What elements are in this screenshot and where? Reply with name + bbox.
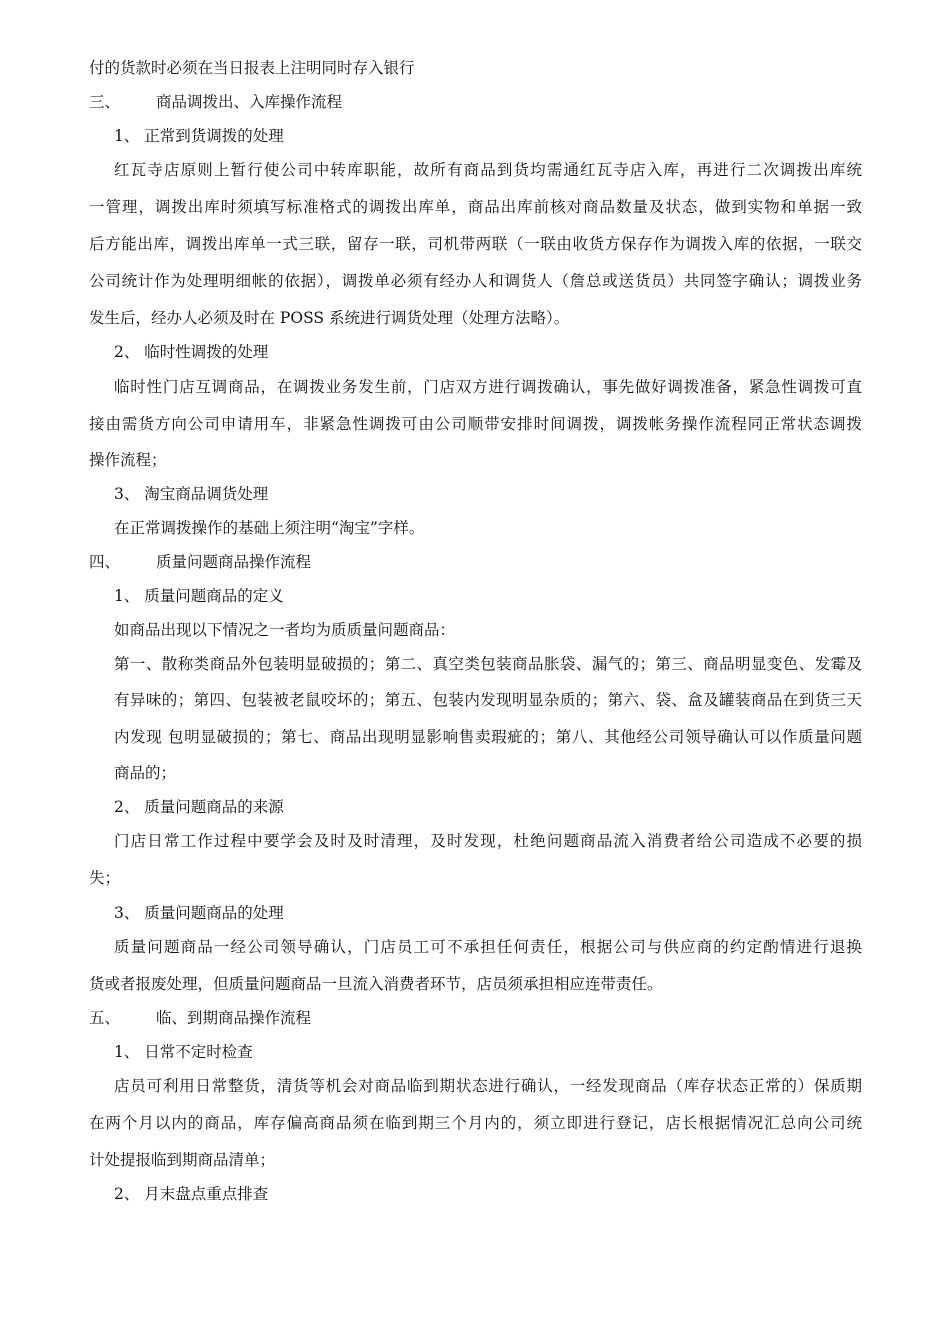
- paragraph-line: 操作流程；: [89, 451, 167, 469]
- paragraph-line: 货或者报废处理，但质量问题商品一旦流入消费者环节，店员须承担相应连带责任。: [89, 975, 663, 993]
- paragraph-line: 后方能出库，调拨出库单一式三联，留存一联，司机带两联（一联由收货方保存作为调拨入库的依据，一联交: [89, 235, 862, 253]
- paragraph-line: 失；: [89, 869, 121, 887]
- section-five-number: 五、: [89, 1009, 121, 1027]
- paragraph-line: 公司统计作为处理明细帐的依据），调拨单必须有经办人和调货人（詹总或送货员）共同签字确认；调拨业务: [89, 272, 862, 290]
- subsection-heading: 3、 质量问题商品的处理: [114, 904, 284, 922]
- subsection-heading: 1、 质量问题商品的定义: [114, 587, 284, 605]
- subsection-heading: 2、 临时性调拨的处理: [114, 343, 269, 361]
- section-four-title: 质量问题商品操作流程: [156, 553, 312, 571]
- paragraph-line: 临时性门店互调商品，在调拨业务发生前，门店双方进行调拨确认，事先做好调拨准备，紧急性调拨可直: [114, 378, 862, 396]
- list-line: 商品的；: [114, 764, 177, 782]
- subsection-heading: 2、 月末盘点重点排查: [114, 1185, 269, 1203]
- subsection-heading: 1、 日常不定时检查: [114, 1043, 253, 1061]
- paragraph-line: 红瓦寺店原则上暂行使公司中转库职能，故所有商品到货均需通红瓦寺店入库，再进行二次调拨出库统: [114, 161, 862, 179]
- list-line: 第一、散称类商品外包装明显破损的；第二、真空类包装商品胀袋、漏气的；第三、商品明显变色、发霉及: [114, 655, 862, 673]
- paragraph-line: 一管理，调拨出库时须填写标准格式的调拨出库单，商品出库前核对商品数量及状态，做到实物和单据一致: [89, 198, 862, 216]
- paragraph-line: 在正常调拨操作的基础上须注明“淘宝”字样。: [114, 519, 425, 537]
- subsection-heading: 3、 淘宝商品调货处理: [114, 485, 269, 503]
- paragraph-line: 门店日常工作过程中要学会及时及时清理，及时发现，杜绝问题商品流入消费者给公司造成不必要的损: [114, 832, 862, 850]
- list-line: 有异味的；第四、包装被老鼠咬坏的；第五、包装内发现明显杂质的；第六、袋、盒及罐装商品在到货三天: [114, 691, 862, 709]
- section-five-title: 临、到期商品操作流程: [156, 1009, 312, 1027]
- paragraph-line: 质量问题商品一经公司领导确认，门店员工可不承担任何责任，根据公司与供应商的约定酌情进行退换: [114, 938, 862, 956]
- paragraph-line: 如商品出现以下情况之一者均为质质量问题商品：: [114, 621, 456, 639]
- paragraph-line: 在两个月以内的商品，库存偏高商品须在临到期三个月内的，须立即进行登记，店长根据情况汇总向公司统: [89, 1114, 862, 1132]
- section-three-number: 三、: [89, 93, 121, 111]
- subsection-heading: 2、 质量问题商品的来源: [114, 798, 284, 816]
- carryover-line: 付的货款时必须在当日报表上注明同时存入银行: [89, 59, 415, 77]
- paragraph-line: 计处提报临到期商品清单；: [89, 1151, 276, 1169]
- section-three-title: 商品调拨出、入库操作流程: [156, 93, 343, 111]
- paragraph-line: 发生后，经办人必须及时在 POSS 系统进行调货处理（处理方法略）。: [89, 309, 570, 327]
- paragraph-line: 店员可利用日常整货，清货等机会对商品临到期状态进行确认，一经发现商品（库存状态正常的）保质期: [114, 1077, 862, 1095]
- paragraph-line: 接由需货方向公司申请用车，非紧急性调拨可由公司顺带安排时间调拨，调拨帐务操作流程同正常状态调拨: [89, 415, 862, 433]
- subsection-heading: 1、 正常到货调拨的处理: [114, 127, 284, 145]
- section-four-number: 四、: [89, 553, 121, 571]
- list-line: 内发现 包明显破损的；第七、商品出现明显影响售卖瑕疵的；第八、其他经公司领导确认可以作质量问题: [114, 728, 862, 746]
